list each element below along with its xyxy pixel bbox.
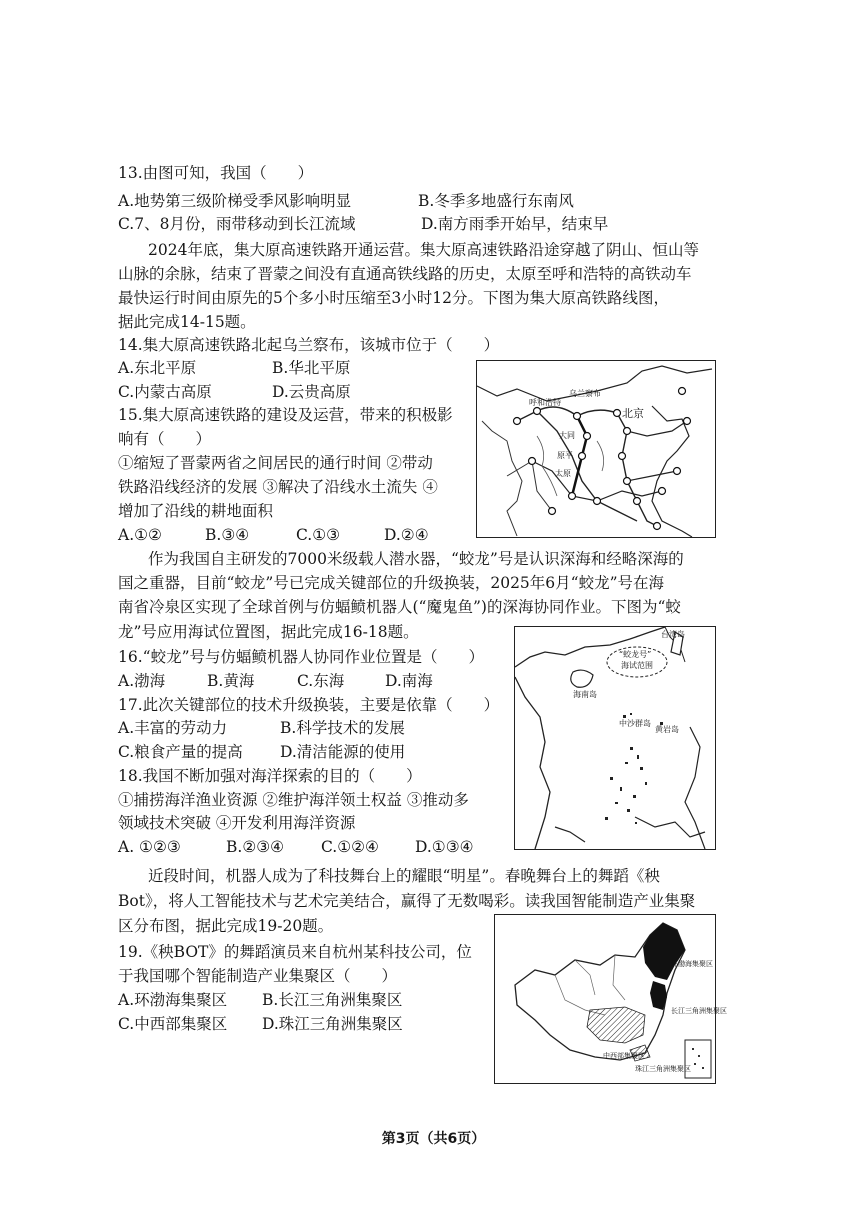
sea-trial-map [514,626,716,850]
q19-stem: 19.《秧BOT》的舞蹈演员来自杭州某科技公司，位 [118,943,472,961]
q13-option-b: B.冬季多地盛行东南风 [418,192,574,210]
passage1-line: 据此完成14-15题。 [118,313,256,331]
map2-label: 海试范围 [621,661,653,670]
map3-label: 中西部集聚区 [603,1052,645,1060]
q16-option-d: D.南海 [385,672,433,690]
map2-label: 海南岛 [573,690,597,699]
q15-option-c: C.①③ [296,526,341,544]
q19-option-d: D.珠江三角洲集聚区 [262,1015,403,1033]
map3-label: 环渤海集聚区 [671,960,713,968]
q16-stem: 16.“蛟龙”号与仿蝠鲼机器人协同作业位置是（ ） [118,648,484,666]
sea-trial-map-drawing [515,627,715,849]
map3-label: 珠江三角洲集聚区 [635,1065,691,1073]
q16-option-a: A.渤海 [118,672,166,690]
q19-option-b: B.长江三角洲集聚区 [262,991,403,1009]
map2-label: 黄岩岛 [655,725,679,734]
map1-label: 大同 [559,431,575,440]
q15-option-d: D.②④ [384,526,429,544]
map1-label: 呼和浩特 [529,398,561,407]
q13-stem: 13.由图可知，我国（ ） [118,164,314,182]
q15-statement: 铁路沿线经济的发展 ③解决了沿线水土流失 ④ [118,478,438,496]
passage2-line: 作为我国自主研发的7000米级载人潜水器，“蛟龙”号是认识深海和经略深海的 [148,550,684,568]
q17-option-c: C.粮食产量的提高 [118,743,243,761]
passage1-line: 2024年底，集大原高速铁路开通运营。集大原高速铁路沿途穿越了阴山、恒山等 [148,241,699,259]
q15-option-a: A.①② [118,526,162,544]
q17-option-b: B.科学技术的发展 [280,719,405,737]
q18-statement: ①捕捞海洋渔业资源 ②维护海洋领土权益 ③推动多 [118,791,469,809]
passage3-line: 近段时间，机器人成为了科技舞台上的耀眼“明星”。春晚舞台上的舞蹈《秧 [148,867,660,885]
passage2-line: 龙”号应用海试位置图，据此完成16-18题。 [118,623,419,641]
railway-map [476,360,716,538]
q16-option-b: B.黄海 [207,672,255,690]
q15-stem: 响有（ ） [118,430,212,448]
map2-label: “蛟龙号” [619,650,652,659]
railway-map-drawing [477,361,715,537]
q17-option-d: D.清洁能源的使用 [280,743,406,761]
q18-option-a: A. ①②③ [118,838,181,856]
q16-option-c: C.东海 [297,672,345,690]
q18-option-b: B.②③④ [226,838,285,856]
q15-statement: ①缩短了晋蒙两省之间居民的通行时间 ②带动 [118,454,433,472]
page-number: 第3页（共6页） [381,1131,486,1147]
q13-option-d: D.南方雨季开始早，结束早 [421,215,609,233]
q17-option-a: A.丰富的劳动力 [118,719,228,737]
passage2-line: 南省冷泉区实现了全球首例与仿蝠鲼机器人(“魔鬼鱼”)的深海协同作业。下图为“蛟 [118,598,681,616]
q13-option-c: C.7、8月份，雨带移动到长江流域 [118,215,356,233]
q13-option-a: A.地势第三级阶梯受季风影响明显 [118,192,352,210]
q18-option-c: C.①②④ [321,838,379,856]
map2-label: 中沙群岛 [619,719,651,728]
q14-option-b: B.华北平原 [272,359,351,377]
map1-label: 北京 [622,407,644,420]
q14-option-a: A.东北平原 [118,359,197,377]
map1-label: 太原 [555,469,571,478]
q18-option-d: D.①③④ [415,838,474,856]
passage2-line: 国之重器，目前“蛟龙”号已完成关键部位的升级换装，2025年6月“蛟龙”号在海 [118,574,665,592]
q18-stem: 18.我国不断加强对海洋探索的目的（ ） [118,767,422,785]
map3-label: 长江三角洲集聚区 [671,1007,727,1015]
q15-statement: 增加了沿线的耕地面积 [118,502,274,520]
map1-label: 原平 [557,451,573,460]
map1-label: 乌兰察布 [569,389,601,398]
q15-option-b: B.③④ [205,526,250,544]
q18-statement: 领域技术突破 ④开发利用海洋资源 [118,814,356,832]
map2-label: 台湾岛 [661,630,685,639]
q17-stem: 17.此次关键部位的技术升级换装，主要是依靠（ ） [118,696,500,714]
q14-option-d: D.云贵高原 [272,383,351,401]
q19-option-c: C.中西部集聚区 [118,1015,228,1033]
q15-stem: 15.集大原高速铁路的建设及运营，带来的积极影 [118,406,453,424]
passage1-line: 山脉的余脉，结束了晋蒙之间没有直通高铁线路的历史，太原至呼和浩特的高铁动车 [118,265,692,283]
passage3-line: Bot》，将人工智能技术与艺术完美结合，赢得了无数喝彩。读我国智能制造产业集聚 [118,892,696,910]
q14-option-c: C.内蒙古高原 [118,383,212,401]
q19-option-a: A.环渤海集聚区 [118,991,228,1009]
passage1-line: 最快运行时间由原先的5个多小时压缩至3小时12分。下图为集大原高铁路线图， [118,289,669,307]
q14-stem: 14.集大原高速铁路北起乌兰察布，该城市位于（ ） [118,336,500,354]
passage3-line: 区分布图，据此完成19-20题。 [118,917,334,935]
q19-stem: 于我国哪个智能制造产业集聚区（ ） [118,967,398,985]
industry-cluster-map [494,914,727,1084]
